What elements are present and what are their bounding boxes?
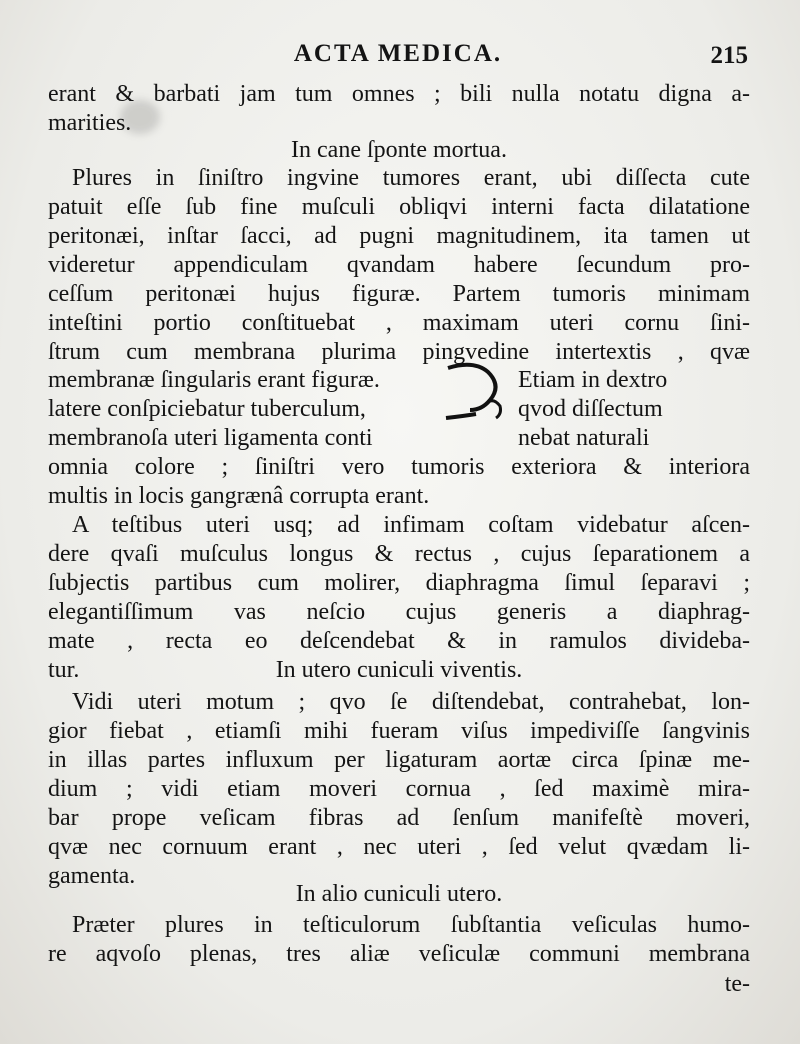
section-heading: In utero cuniculi viventis. [275, 657, 523, 683]
text-line: bar prope veſicam fibras ad ſenſum manifeſtè moveri, [48, 805, 750, 831]
running-head: ACTA MEDICA. [293, 40, 503, 67]
page-header [48, 36, 748, 76]
text-line: qvæ nec cornuum erant , nec uteri , ſed velut qvædam li- [48, 834, 750, 860]
peritoneum-figure [444, 358, 510, 424]
text-line: omnia colore ; ſiniſtri vero tumoris exteriora & interiora [48, 454, 750, 480]
text-line: dium ; vidi etiam moveri cornua , ſed maximè mira- [48, 776, 750, 802]
text-line: re aqvoſo plenas, tres aliæ veſiculæ communi membrana [48, 941, 750, 967]
text-line: in illas partes influxum per ligaturam aortæ circa ſpinæ me- [48, 747, 750, 773]
text-line: patuit eſſe ſub fine muſculi obliqvi interni facta dilatatione [48, 194, 750, 220]
page-number: 215 [710, 42, 748, 69]
text-line: ceſſum peritonæi hujus figuræ. Partem tumoris minimam [48, 281, 750, 307]
section-heading: In cane ſponte mortua. [291, 137, 507, 163]
text-line-left: membranæ ſingularis erant figuræ. [48, 367, 380, 393]
text-line: A teſtibus uteri usq; ad infimam coſtam videbatur aſcen- [72, 512, 750, 538]
text-line: videretur appendiculam qvandam habere ſecundum pro- [48, 252, 750, 278]
text-line: gamenta. [48, 863, 136, 889]
text-line: peritonæi, inſtar ſacci, ad pugni magnitudinem, ita tamen ut [48, 223, 750, 249]
text-line: Vidi uteri motum ; qvo ſe diſtendebat, contrahebat, lon- [72, 689, 750, 715]
text-line: ſubjectis partibus cum molirer, diaphragma ſimul ſeparavi ; [48, 570, 750, 596]
catchword: te- [724, 971, 750, 997]
text-line-right: qvod diſſectum [518, 396, 663, 422]
text-line: inteſtini portio conſtituebat , maximam uteri cornu ſini- [48, 310, 750, 336]
text-line-right: nebat naturali [518, 425, 650, 451]
text-line: Plures in ſiniſtro ingvine tumores erant, ubi diſſecta cute [72, 165, 750, 191]
text-line: erant & barbati jam tum omnes ; bili nulla notatu digna a- [48, 81, 750, 107]
text-line: Præter plures in teſticulorum ſubſtantia veſiculas humo- [72, 912, 750, 938]
text-line: multis in locis gangrænâ corrupta erant. [48, 483, 430, 509]
text-line: elegantiſſimum vas neſcio cujus generis a diaphrag- [48, 599, 750, 625]
text-line: ſtrum cum membrana plurima pingvedine intertextis , qvæ [48, 339, 750, 365]
text-line-right: Etiam in dextro [518, 367, 668, 393]
text-line-left: latere conſpiciebatur tuberculum, [48, 396, 366, 422]
text-line: dere qvaſi muſculus longus & rectus , cujus ſeparationem a [48, 541, 750, 567]
text-line: gior fiebat , etiamſi mihi fueram viſus impediviſſe ſangvinis [48, 718, 750, 744]
text-line-left: membranoſa uteri ligamenta conti [48, 425, 373, 451]
text-line: marities. [48, 110, 132, 136]
text-line: tur. [48, 657, 80, 683]
section-heading: In alio cuniculi utero. [295, 881, 503, 907]
text-line: mate , recta eo deſcendebat & in ramulos divideba- [48, 628, 750, 654]
